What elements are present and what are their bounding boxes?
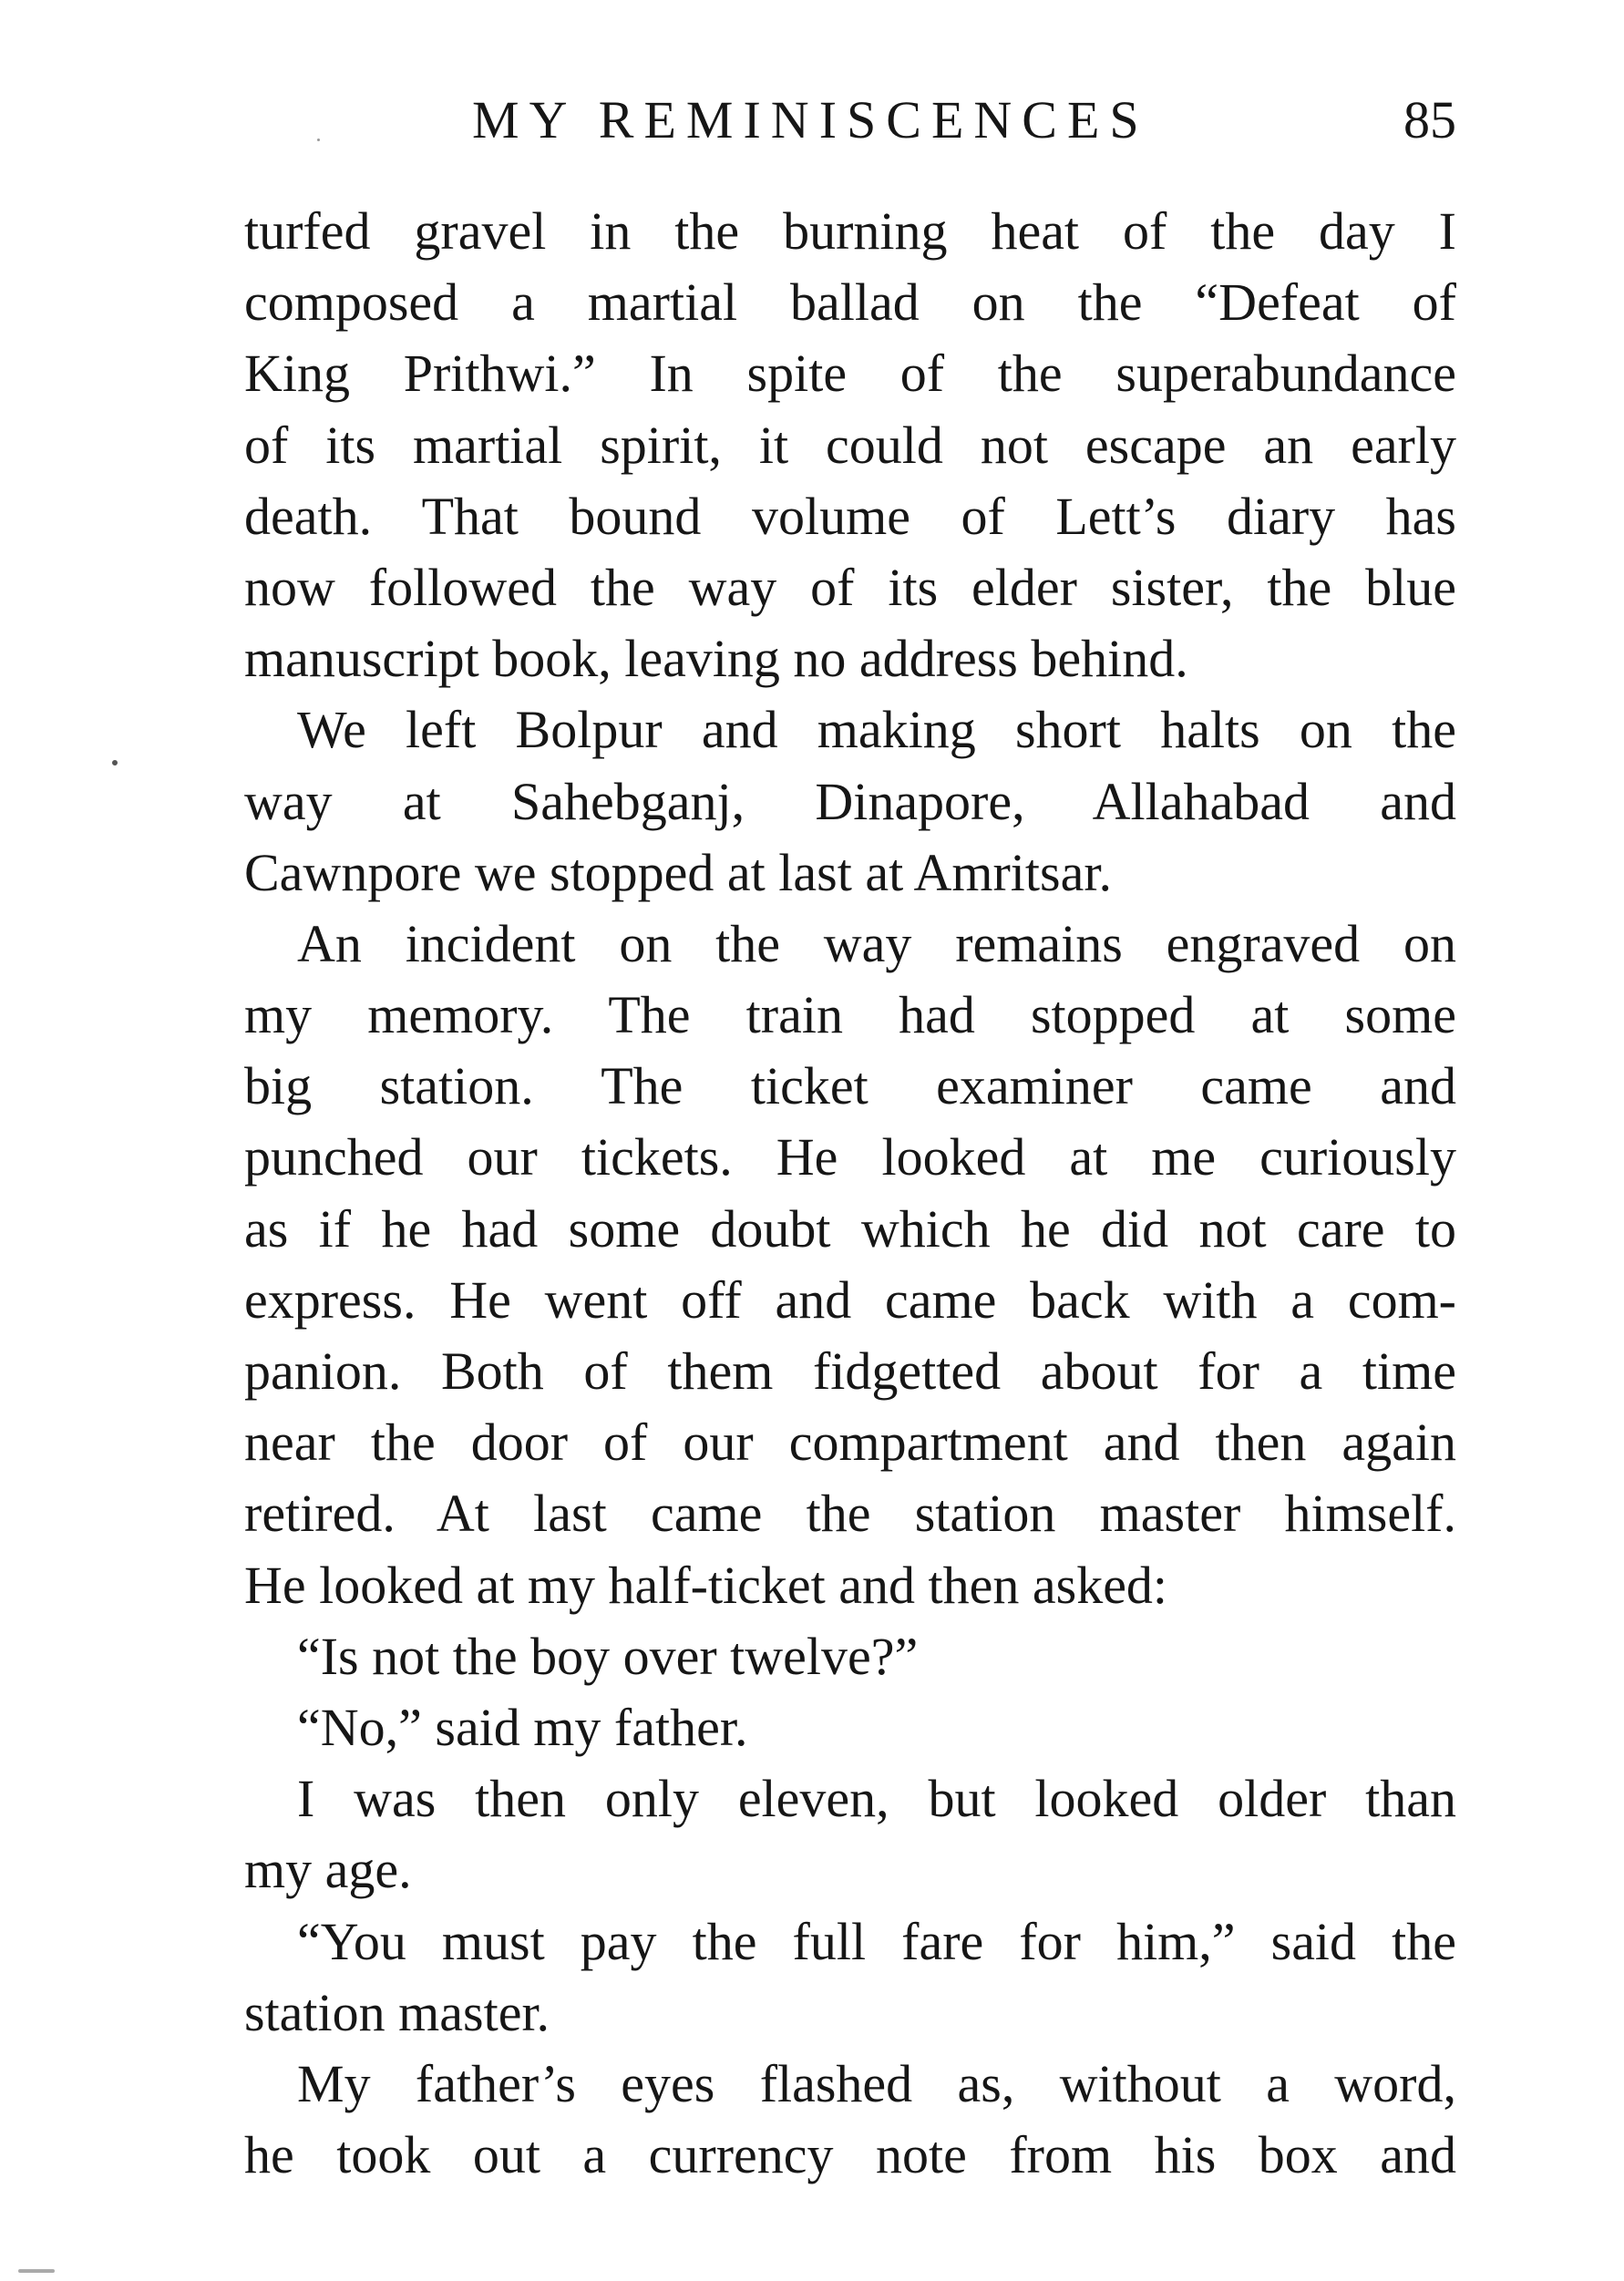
scan-speck <box>112 760 118 765</box>
text-line: he took out a currency note from his box and <box>244 2125 1456 2185</box>
text-line: station master. <box>244 1982 550 2042</box>
text-line: An incident on the way remains engraved on <box>297 913 1456 973</box>
text-line: My father’s eyes flashed as, without a word, <box>297 2053 1456 2113</box>
text-line: my age. <box>244 1840 412 1900</box>
text-line: my memory. The train had stopped at some <box>244 985 1456 1045</box>
text-line: express. He went off and came back with a com- <box>244 1269 1456 1330</box>
text-line: We left Bolpur and making short halts on the <box>297 700 1456 760</box>
text-line: retired. At last came the station master himself. <box>244 1484 1456 1544</box>
text-line: He looked at my half-ticket and then asked: <box>244 1555 1168 1615</box>
text-line: big station. The ticket examiner came and <box>244 1056 1456 1116</box>
text-line: Cawnpore we stopped at last at Amritsar. <box>244 842 1112 902</box>
text-line: turfed gravel in the burning heat of the day I <box>244 201 1456 261</box>
body-text <box>244 196 1456 2191</box>
text-line: panion. Both of them fidgetted about for a time <box>244 1341 1456 1401</box>
text-line: “No,” said my father. <box>297 1697 748 1757</box>
text-line: manuscript book, leaving no address behind. <box>244 629 1188 689</box>
text-line: “Is not the boy over twelve?” <box>297 1626 919 1686</box>
text-line: now followed the way of its elder sister, the blue <box>244 557 1456 617</box>
scan-speck <box>317 139 320 141</box>
text-line: way at Sahebganj, Dinapore, Allahabad and <box>244 771 1456 831</box>
running-title: MY REMINISCENCES <box>472 90 1149 149</box>
running-head <box>244 84 1456 157</box>
text-line: I was then only eleven, but looked older than <box>297 1769 1456 1829</box>
text-line: composed a martial ballad on the “Defeat of <box>244 272 1456 333</box>
page-number: 85 <box>1403 90 1456 149</box>
text-line: punched our tickets. He looked at me curiously <box>244 1127 1456 1187</box>
text-line: near the door of our compartment and then again <box>244 1413 1456 1473</box>
text-line: King Prithwi.” In spite of the superabundance <box>244 344 1456 404</box>
text-line: as if he had some doubt which he did not care to <box>244 1198 1456 1259</box>
scan-speck <box>18 2269 55 2273</box>
text-line: death. That bound volume of Lett’s diary has <box>244 486 1456 546</box>
text-line: of its martial spirit, it could not escape an early <box>244 415 1456 475</box>
text-line: “You must pay the full fare for him,” said the <box>297 1911 1456 1971</box>
